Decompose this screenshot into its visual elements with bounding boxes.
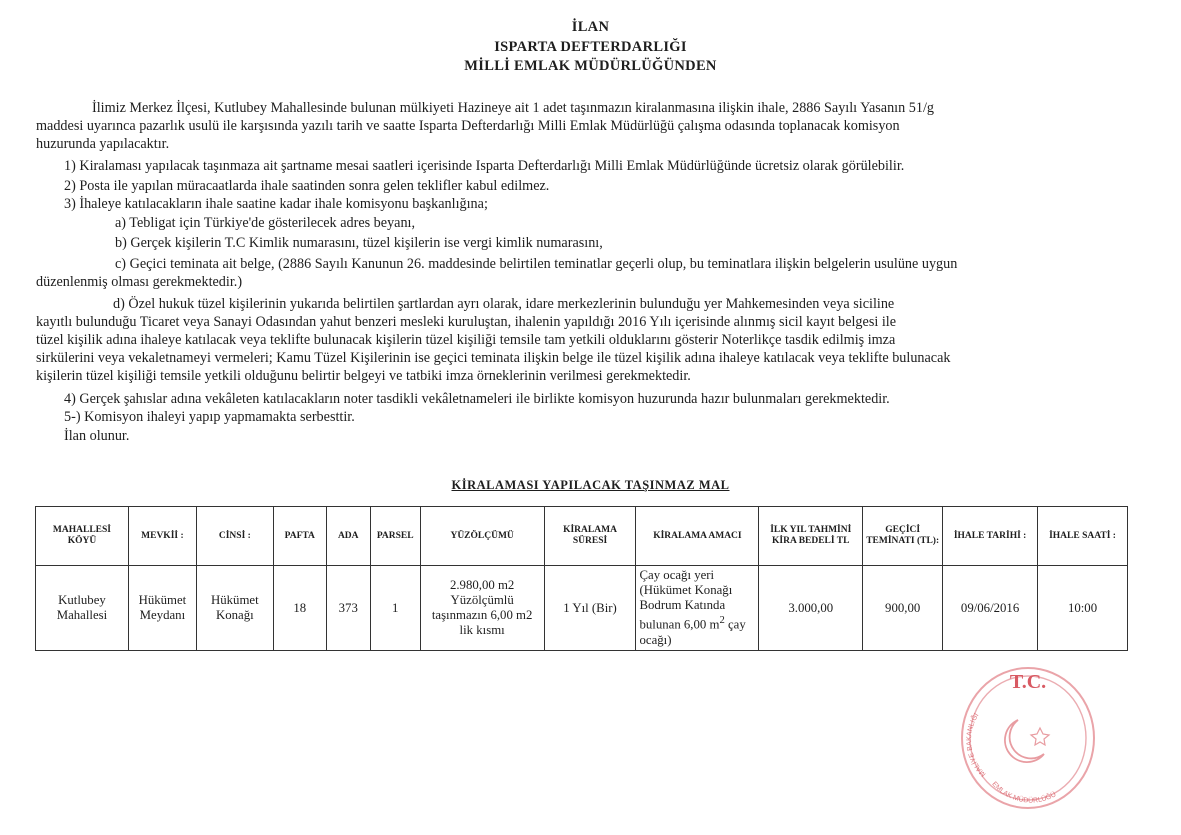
cell-pafta: 18 (273, 566, 326, 651)
header-cinsi: CİNSİ : (196, 507, 273, 566)
table-header-row (36, 507, 1128, 566)
header-pafta: PAFTA (273, 507, 326, 566)
header-saat: İHALE SAATİ : (1038, 507, 1128, 566)
header-sure: KİRALAMA SÜRESİ (544, 507, 636, 566)
clause-3b: b) Gerçek kişilerin T.C Kimlik numarasını, tüzel kişilerin ise vergi kimlik numarasını, (115, 235, 603, 251)
cell-parsel: 1 (370, 566, 420, 651)
property-table (35, 506, 1128, 651)
seal-bottom-text: EMLAK MÜDÜRLÜĞÜ (990, 780, 1058, 805)
intro-line-2: maddesi uyarınca pazarlık usulü ile karşısında yazılı tarih ve saatte Isparta Defterdarlığı Milli Emlak Müdürlüğü çalışma odasında toplanacak komisyon (36, 118, 900, 134)
cell-saat: 10:00 (1038, 566, 1128, 651)
notice-title: İLAN (571, 19, 610, 35)
header-tarih: İHALE TARİHİ : (943, 507, 1038, 566)
department-title: MİLLİ EMLAK MÜDÜRLÜĞÜNDEN (464, 58, 717, 74)
cell-yuzolcumu: 2.980,00 m2 Yüzölçümlü taşınmazın 6,00 m2 lik kısmı (420, 566, 544, 651)
clause-3: 3) İhaleye katılacakların ihale saatine kadar ihale komisyonu başkanlığına; (64, 196, 488, 212)
cell-ada: 373 (326, 566, 370, 651)
clause-2: 2) Posta ile yapılan müracaatlarda ihale saatinden sonra gelen teklifler kabul edilmez. (64, 178, 550, 194)
clause-3a: a) Tebligat için Türkiye'de gösterilecek adres beyanı, (115, 215, 416, 231)
clause-4: 4) Gerçek şahıslar adına vekâleten katılacakların noter tasdikli vekâletnameleri ile birlikte komisyon huzurunda hazır bulunmaları gerekmektedir. (64, 391, 890, 407)
table-row (36, 566, 1128, 651)
clause-3c-line-2: düzenlenmiş olması gerekmektedir.) (36, 274, 243, 290)
seal-ring-text: MALİYE BAKANLIĞI (966, 712, 988, 778)
intro-line-1: İlimiz Merkez İlçesi, Kutlubey Mahallesinde bulunan mülkiyeti Hazineye ait 1 adet taşınmazın kiralanmasına ilişkin ihale, 2886 Sayılı Yasanın 51/g (92, 100, 934, 116)
table-title: KİRALAMASI YAPILACAK TAŞINMAZ MAL (451, 478, 730, 492)
cell-teminat: 900,00 (863, 566, 943, 651)
header-mahalle: MAHALLESİ KÖYÜ (36, 507, 129, 566)
cell-sure: 1 Yıl (Bir) (544, 566, 636, 651)
clause-1: 1) Kiralaması yapılacak taşınmaza ait şartname mesai saatleri içerisinde Isparta Defterdarlığı Milli Emlak Müdürlüğünde ücretsiz olarak görülebilir. (64, 158, 905, 174)
header-mevki: MEVKİİ : (128, 507, 196, 566)
header-yuzolcumu: YÜZÖLÇÜMÜ (420, 507, 544, 566)
clause-3d-line-2: kayıtlı bulunduğu Ticaret veya Sanayi Odasından yahut benzeri mesleki kuruluştan, ihalenin yapıldığı 2016 Yılı içerisinde alınmış sicil kayıt belgesi ile (36, 314, 897, 330)
cell-mahalle: Kutlubey Mahallesi (36, 566, 129, 651)
cell-mevki: Hükümet Meydanı (128, 566, 196, 651)
clause-5: 5-) Komisyon ihaleyi yapıp yapmamakta serbesttir. (64, 409, 355, 425)
closing-line: İlan olunur. (64, 428, 130, 444)
clause-3d-line-1: d) Özel hukuk tüzel kişilerinin yukarıda belirtilen şartlardan ayrı olarak, idare merkezlerinin bulunduğu yer Mahkemesinden veya siciline (113, 296, 895, 312)
cell-cinsi: Hükümet Konağı (196, 566, 273, 651)
seal-top-text: T.C. (1009, 671, 1047, 693)
official-seal (952, 654, 1100, 812)
cell-amac: Çay ocağı yeri (Hükümet Konağı Bodrum Katında bulunan 6,00 $m^2$ çay ocağı) (636, 566, 759, 651)
clause-3d-line-3: tüzel kişilik adına ihaleye katılacak veya teklifte bulunacak kişilerin tüzel kişiliği temsile tam yetkili olduklarını gösterir Noterlikçe tasdik edilmiş imza (36, 332, 896, 348)
cell-bedel: 3.000,00 (759, 566, 863, 651)
intro-line-3: huzurunda yapılacaktır. (36, 136, 170, 152)
institution-title: ISPARTA DEFTERDARLIĞI (494, 39, 687, 55)
header-amac: KİRALAMA AMACI (636, 507, 759, 566)
header-ada: ADA (326, 507, 370, 566)
header-parsel: PARSEL (370, 507, 420, 566)
header-bedel: İLK YIL TAHMİNİ KİRA BEDELİ TL (759, 507, 863, 566)
clause-3c-line-1: c) Geçici teminata ait belge, (2886 Sayılı Kanunun 26. maddesinde belirtilen teminatlar geçerli olup, bu teminatlara ilişkin belgelerin usulüne uygun (115, 256, 958, 272)
clause-3d-line-4: sirkülerini veya vekaletnameyi vermeleri; Kamu Tüzel Kişilerinin ise geçici teminata ilişkin belge ile tüzel kişilik adına ihaleye katılacak veya teklifte bulunacak (36, 350, 951, 366)
header-teminat: GEÇİCİ TEMİNATI (TL): (863, 507, 943, 566)
cell-tarih: 09/06/2016 (943, 566, 1038, 651)
clause-3d-line-5: kişilerin tüzel kişiliği temsile yetkili olduğunu belirtir belgeyi ve tatbiki imza örneklerinin verilmesi gerekmektedir. (36, 368, 691, 384)
